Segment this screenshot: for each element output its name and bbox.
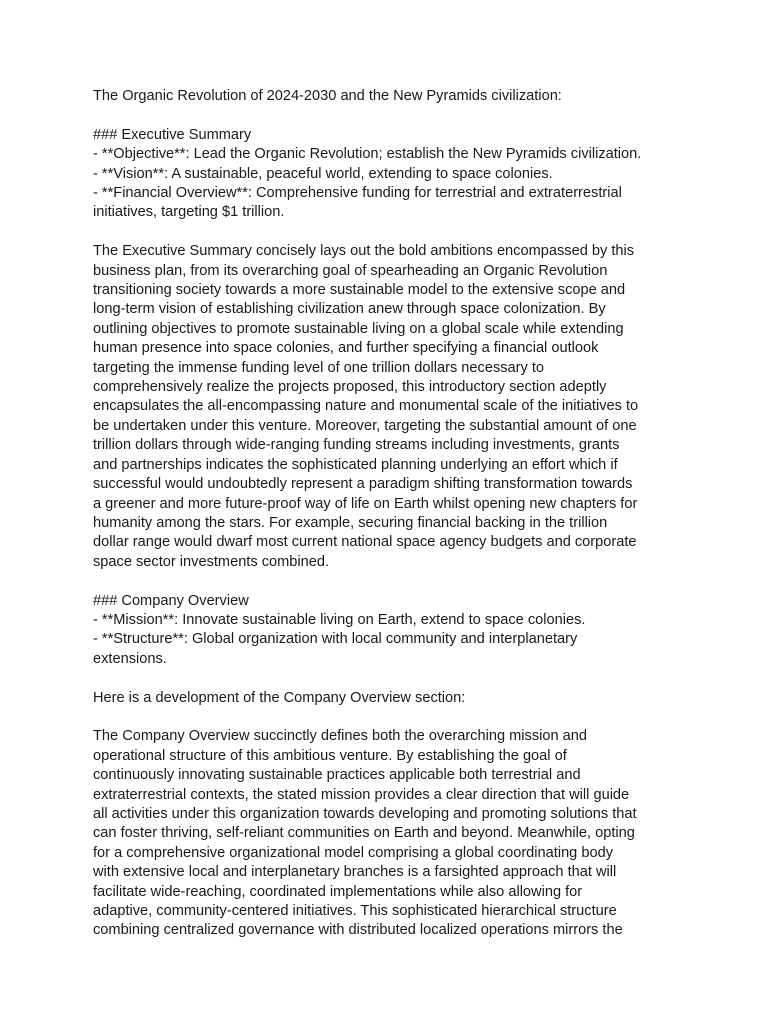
- financial-overview-bullet: - **Financial Overview**: Comprehensive funding for terrestrial and extraterrestrial: [93, 185, 622, 202]
- financial-overview-bullet-continued: initiatives, targeting $1 trillion.: [93, 204, 285, 221]
- document-title: The Organic Revolution of 2024-2030 and the New Pyramids civilization:: [93, 88, 562, 104]
- executive-summary-paragraph-line: comprehensively realize the projects proposed, this introductory section adeptly: [93, 379, 607, 396]
- company-overview-paragraph-line: with extensive local and interplanetary branches is a farsighted approach that will: [93, 864, 617, 881]
- executive-summary-paragraph-line: The Executive Summary concisely lays out the bold ambitions encompassed by this: [93, 243, 635, 260]
- executive-summary-paragraph-line: long-term vision of establishing civilization anew through space colonization. By: [93, 301, 606, 318]
- executive-summary-paragraph-line: a greener and more future-proof way of life on Earth whilst opening new chapters for: [93, 495, 638, 512]
- executive-summary-heading: ### Executive Summary: [93, 126, 252, 143]
- executive-summary-paragraph-line: trillion dollars through wide-ranging funding streams including investments, grants: [93, 437, 620, 454]
- executive-summary-paragraph-line: and partnerships indicates the sophisticated planning underlying an effort which if: [93, 456, 618, 473]
- company-overview-paragraph-line: all activities under this organization towards developing and promoting solutions that: [93, 805, 637, 822]
- spacer: [93, 708, 693, 727]
- executive-summary-paragraph-line: dollar range would dwarf most current national space agency budgets and corporate: [93, 534, 637, 551]
- mission-bullet: - **Mission**: Innovate sustainable living on Earth, extend to space colonies.: [93, 611, 586, 628]
- company-overview-heading: ### Company Overview: [93, 592, 249, 609]
- company-overview-paragraph-line: extraterrestrial contexts, the stated mission provides a clear direction that will guide: [93, 786, 630, 803]
- executive-summary-paragraph-line: space sector investments combined.: [93, 553, 330, 570]
- executive-summary-paragraph-line: encapsulates the all-encompassing nature and monumental scale of the initiatives to: [93, 398, 639, 415]
- executive-summary-paragraph-line: successful would undoubtedly represent a paradigm shifting transformation towards: [93, 476, 633, 493]
- executive-summary-paragraph-line: be undertaken under this venture. Moreover, targeting the substantial amount of one: [93, 417, 637, 434]
- executive-summary-paragraph-line: targeting the immense funding level of one trillion dollars necessary to: [93, 359, 545, 376]
- spacer: [93, 223, 693, 242]
- spacer: [93, 572, 693, 591]
- executive-summary-paragraph-line: outlining objectives to promote sustainable living on a global scale while extending: [93, 320, 624, 337]
- structure-bullet: - **Structure**: Global organization with local community and interplanetary: [93, 631, 578, 648]
- company-overview-paragraph-line: can foster thriving, self-reliant communities on Earth and beyond. Meanwhile, opting: [93, 825, 635, 842]
- executive-summary-paragraph-line: human presence into space colonies, and further specifying a financial outlook: [93, 340, 599, 357]
- document-body: [93, 87, 693, 941]
- objective-bullet: - **Objective**: Lead the Organic Revolution; establish the New Pyramids civilization.: [93, 146, 642, 163]
- company-overview-paragraph-line: facilitate wide-reaching, coordinated implementations while also allowing for: [93, 883, 583, 900]
- company-overview-paragraph-line: adaptive, community-centered initiatives. This sophisticated hierarchical structure: [93, 902, 617, 919]
- company-overview-intro: Here is a development of the Company Overview section:: [93, 689, 466, 706]
- vision-bullet: - **Vision**: A sustainable, peaceful world, extending to space colonies.: [93, 165, 553, 182]
- structure-bullet-continued: extensions.: [93, 650, 167, 667]
- company-overview-paragraph-line: for a comprehensive organizational model comprising a global coordinating body: [93, 844, 614, 861]
- company-overview-paragraph-line: continuously innovating sustainable practices applicable both terrestrial and: [93, 767, 581, 784]
- spacer: [93, 669, 693, 688]
- executive-summary-paragraph-line: business plan, from its overarching goal of spearheading an Organic Revolution: [93, 262, 608, 279]
- spacer: [93, 106, 693, 125]
- executive-summary-paragraph-line: transitioning society towards a more sustainable model to the extensive scope and: [93, 282, 626, 299]
- executive-summary-paragraph-line: humanity among the stars. For example, securing financial backing in the trillion: [93, 514, 608, 531]
- company-overview-paragraph-line: The Company Overview succinctly defines both the overarching mission and: [93, 728, 587, 745]
- company-overview-paragraph-line: operational structure of this ambitious venture. By establishing the goal of: [93, 747, 567, 764]
- company-overview-paragraph-line: combining centralized governance with distributed localized operations mirrors the: [93, 922, 623, 939]
